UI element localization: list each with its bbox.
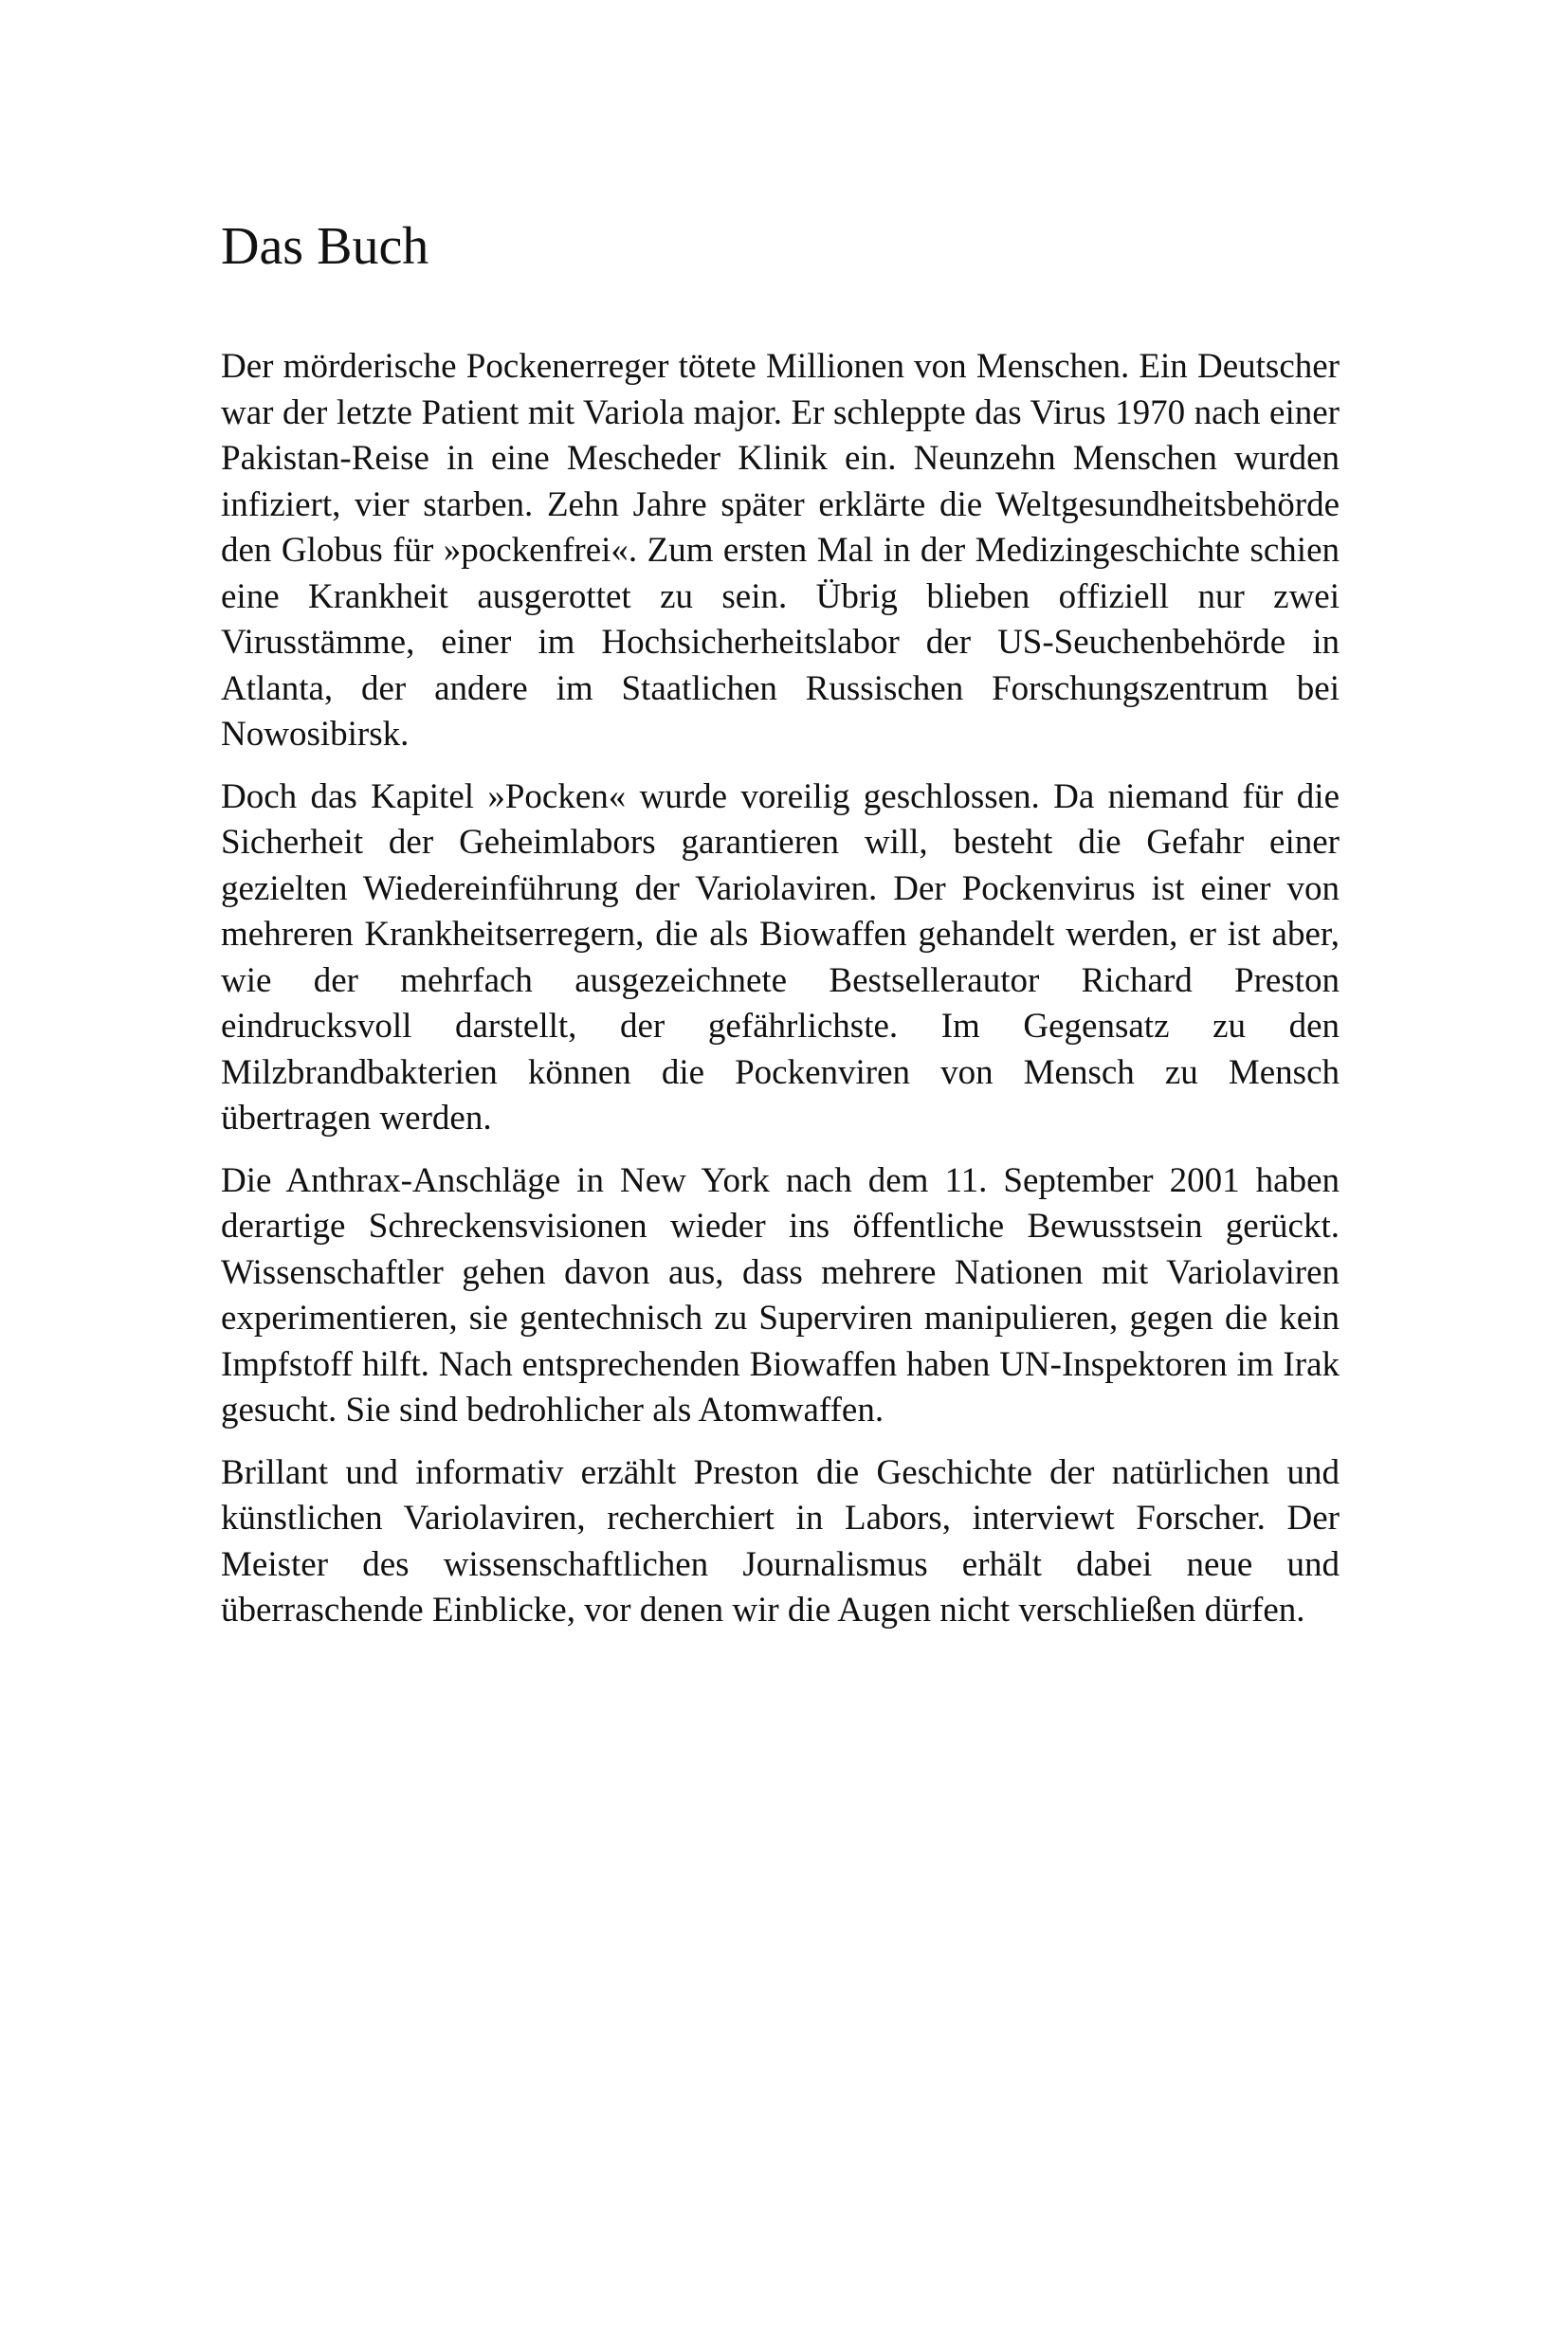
page-title: Das Buch [221,217,429,276]
paragraph-4: Brillant und informativ erzählt Preston die Geschichte der natürlichen und künstlichen Variolaviren, recherchiert in Labors, interviewt Forscher. Der Meister des wissenschaftlichen Journalismus erhält dabei neue und überraschende Einblicke, vor denen wir die Augen nicht verschließen dürfen. [221,1452,1340,1630]
paragraph-2: Doch das Kapitel »Pocken« wurde voreilig geschlossen. Da niemand für die Sicherheit der Geheimlabors garantieren will, besteht die Gefahr einer gezielten Wiedereinführung der Variolaviren. Der Pockenvirus ist einer von mehreren Krankheitserregern, die als Biowaffen gehandelt werden, er ist aber, wie der mehrfach ausgezeichnete Bestsellerautor Richard Preston eindrucksvoll darstellt, der gefährlichste. Im Gegensatz zu den Milzbrandbakterien können die Pockenviren von Mensch zu Mensch übertragen werden. [221,776,1340,1138]
body-text [221,344,1340,1650]
paragraph-3: Die Anthrax-Anschläge in New York nach dem 11. September 2001 haben derartige Schreckensvisionen wieder ins öffentliche Bewusstsein gerückt. Wissenschaftler gehen davon aus, dass mehrere Nationen mit Variolaviren experimentieren, sie gentechnisch zu Superviren manipulieren, gegen die kein Impfstoff hilft. Nach entsprechenden Biowaffen haben UN-Inspektoren im Irak gesucht. Sie sind bedrohlicher als Atomwaffen. [221,1160,1340,1430]
paragraph-1: Der mörderische Pockenerreger tötete Millionen von Menschen. Ein Deutscher war der letzte Patient mit Variola major. Er schleppte das Virus 1970 nach einer Pakistan-Reise in eine Mescheder Klinik ein. Neunzehn Menschen wurden infiziert, vier starben. Zehn Jahre später erklärte die Weltgesundheitsbehörde den Globus für »pockenfrei«. Zum ersten Mal in der Medizingeschichte schien eine Krankheit ausgerottet zu sein. Übrig blieben offiziell nur zwei Virusstämme, einer im Hochsicherheitslabor der US-Seuchenbehörde in Atlanta, der andere im Staatlichen Russischen Forschungszentrum bei Nowosibirsk. [221,347,1340,754]
